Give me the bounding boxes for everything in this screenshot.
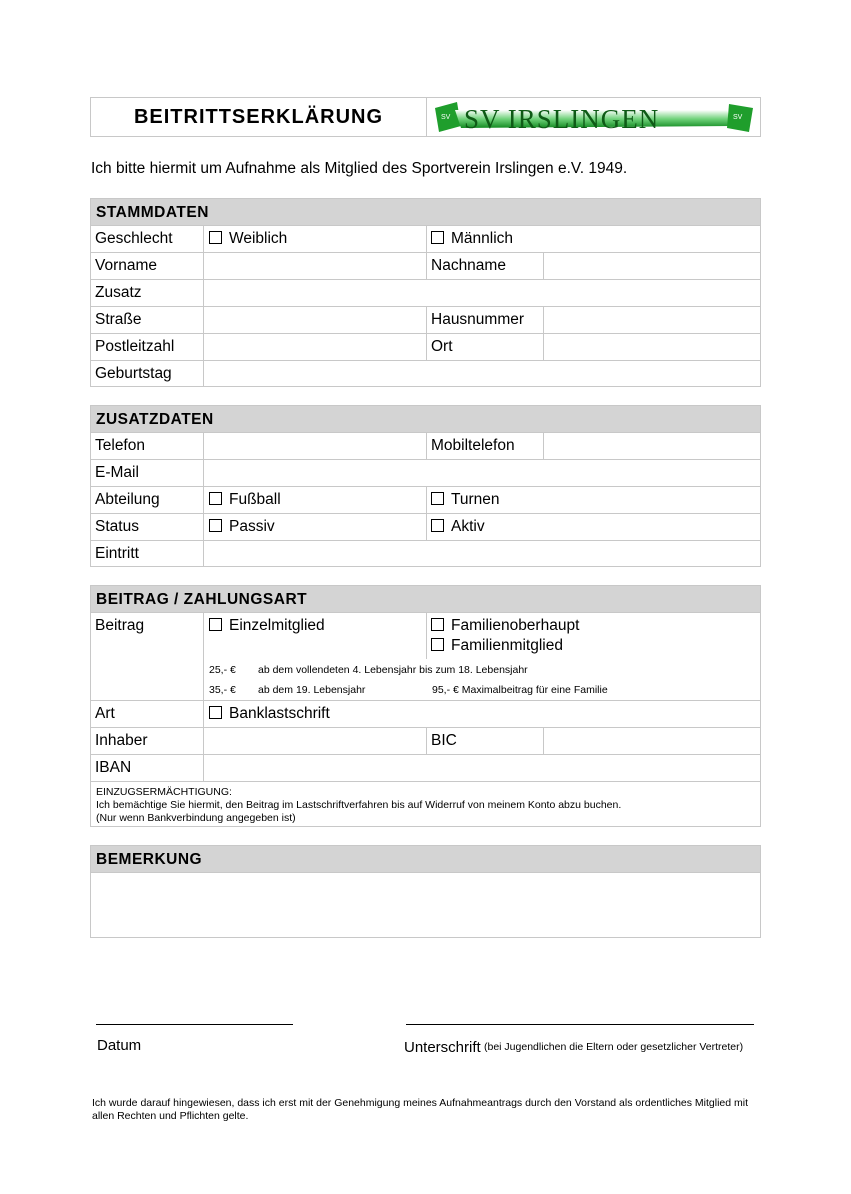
checkbox-weiblich[interactable] (209, 231, 222, 244)
field-inhaber[interactable] (203, 728, 426, 754)
label-telefon: Telefon (95, 437, 145, 454)
row-vorname (91, 253, 760, 280)
checkbox-fussball[interactable] (209, 492, 222, 505)
section-zusatzdaten (90, 405, 761, 567)
row-eintritt (91, 541, 760, 567)
row-geburtstag (91, 361, 760, 387)
label-vorname: Vorname (95, 257, 158, 274)
checkbox-aktiv[interactable] (431, 519, 444, 532)
label-nachname: Nachname (426, 253, 543, 279)
field-zusatz[interactable] (203, 280, 760, 306)
field-email[interactable] (203, 460, 760, 486)
field-mobiltelefon[interactable] (543, 433, 760, 459)
logo-wordmark: SV IRSLINGEN (464, 104, 660, 134)
label-email: E-Mail (95, 464, 139, 481)
header-box (90, 97, 761, 137)
footer-note: Ich wurde darauf hingewiesen, dass ich erst mit der Genehmigung meines Aufnahmeantrags durch den Vorstand als ordentliches Mitglied mit allen Rechten und Pflichten gelte. (92, 1097, 749, 1122)
price-family-max: 95,- € Maximalbeitrag für eine Familie (432, 684, 608, 696)
label-art: Art (95, 705, 115, 722)
field-telefon[interactable] (203, 433, 426, 459)
label-bic: BIC (426, 728, 543, 754)
right-badge-label: SV (733, 114, 743, 121)
option-turnen[interactable]: Turnen (426, 487, 760, 513)
field-ort[interactable] (543, 334, 760, 360)
field-vorname[interactable] (203, 253, 426, 279)
label-geschlecht: Geschlecht (95, 230, 173, 247)
ermaechtigung-title: EINZUGSERMÄCHTIGUNG: (96, 786, 232, 798)
option-familienoberhaupt[interactable]: Familienoberhaupt (431, 616, 760, 636)
row-telefon (91, 433, 760, 460)
checkbox-familienoberhaupt[interactable] (431, 618, 444, 631)
row-email (91, 460, 760, 487)
section-stammdaten (90, 198, 761, 387)
checkbox-maennlich[interactable] (431, 231, 444, 244)
row-geschlecht (91, 226, 760, 253)
row-plz (91, 334, 760, 361)
option-banklastschrift[interactable]: Banklastschrift (203, 701, 760, 727)
label-datum: Datum (97, 1037, 142, 1054)
ermaechtigung-text: Ich bemächtige Sie hiermit, den Beitrag im Lastschriftverfahren bis auf Widerruf von meinem Konto abzu buchen. (96, 799, 622, 811)
field-bemerkung[interactable] (91, 873, 760, 937)
field-hausnummer[interactable] (543, 307, 760, 333)
option-familie (426, 613, 760, 659)
label-eintritt: Eintritt (95, 545, 139, 562)
label-inhaber: Inhaber (95, 732, 148, 749)
row-art (91, 701, 760, 728)
label-zusatz: Zusatz (95, 284, 142, 301)
checkbox-turnen[interactable] (431, 492, 444, 505)
section-bemerkung (90, 845, 761, 938)
row-iban (91, 755, 760, 782)
intro-text: Ich bitte hiermit um Aufnahme als Mitglied des Sportverein Irslingen e.V. 1949. (91, 160, 628, 177)
unterschrift-hint: (bei Jugendlichen die Eltern oder gesetzlicher Vertreter) (484, 1041, 744, 1053)
ermaechtigung-note: (Nur wenn Bankverbindung angegeben ist) (96, 812, 296, 824)
field-eintritt[interactable] (203, 541, 760, 567)
club-logo (427, 98, 760, 136)
option-maennlich[interactable]: Männlich (426, 226, 760, 252)
checkbox-banklastschrift[interactable] (209, 706, 222, 719)
datum-line (96, 1024, 293, 1025)
field-iban[interactable] (203, 755, 760, 781)
price-25: 25,- € (209, 664, 236, 676)
row-zusatz (91, 280, 760, 307)
field-bic[interactable] (543, 728, 760, 754)
label-ort: Ort (426, 334, 543, 360)
checkbox-familienmitglied[interactable] (431, 638, 444, 651)
label-iban: IBAN (95, 759, 132, 776)
section-title: STAMMDATEN (91, 199, 760, 226)
label-geburtstag: Geburtstag (95, 365, 172, 382)
left-badge-label: SV (441, 114, 451, 121)
field-nachname[interactable] (543, 253, 760, 279)
label-beitrag: Beitrag (95, 617, 145, 634)
option-familienmitglied[interactable]: Familienmitglied (431, 636, 760, 656)
label-unterschrift: Unterschrift (404, 1039, 481, 1056)
option-passiv[interactable]: Passiv (203, 514, 426, 540)
label-status: Status (95, 518, 139, 535)
form-title: BEITRITTSERKLÄRUNG (91, 98, 427, 136)
row-abteilung (91, 487, 760, 514)
unterschrift-line (406, 1024, 754, 1025)
option-aktiv[interactable]: Aktiv (426, 514, 760, 540)
field-plz[interactable] (203, 334, 426, 360)
label-mobiltelefon: Mobiltelefon (426, 433, 543, 459)
option-einzel[interactable]: Einzelmitglied (203, 613, 426, 659)
row-strasse (91, 307, 760, 334)
label-strasse: Straße (95, 311, 142, 328)
checkbox-einzel[interactable] (209, 618, 222, 631)
section-title: ZUSATZDATEN (91, 406, 760, 433)
price-35-desc: ab dem 19. Lebensjahr (258, 684, 366, 696)
section-beitrag (90, 585, 761, 827)
row-einzugsermaechtigung (91, 782, 760, 828)
section-title: BEMERKUNG (91, 846, 760, 873)
field-geburtstag[interactable] (203, 361, 760, 387)
label-hausnummer: Hausnummer (426, 307, 543, 333)
price-info (203, 659, 761, 700)
label-abteilung: Abteilung (95, 491, 160, 508)
option-weiblich[interactable]: Weiblich (203, 226, 426, 252)
field-strasse[interactable] (203, 307, 426, 333)
price-25-desc: ab dem vollendeten 4. Lebensjahr bis zum 18. Lebensjahr (258, 664, 528, 676)
price-35: 35,- € (209, 684, 236, 696)
label-plz: Postleitzahl (95, 338, 175, 355)
row-inhaber (91, 728, 760, 755)
row-beitrag (91, 613, 760, 701)
club-logo-graphic (427, 98, 760, 136)
section-title: BEITRAG / ZAHLUNGSART (91, 586, 760, 613)
option-fussball[interactable]: Fußball (203, 487, 426, 513)
row-status (91, 514, 760, 541)
checkbox-passiv[interactable] (209, 519, 222, 532)
